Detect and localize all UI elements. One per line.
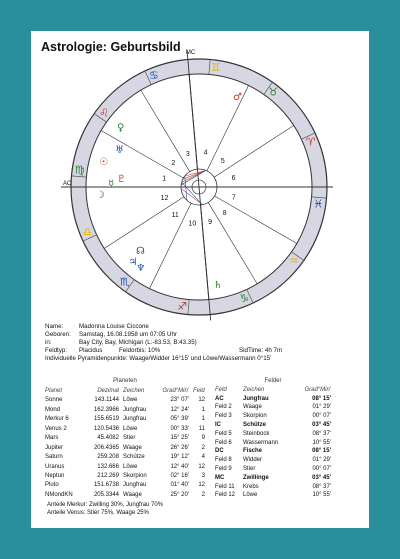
fields-table <box>213 377 333 500</box>
zodiac-sign-icon: ♈ <box>305 135 316 149</box>
fields-section-title: Felder <box>264 378 282 384</box>
field-cell: Widder <box>243 457 263 464</box>
planet-cell: 15° 25' <box>170 435 189 442</box>
planet-icon: ♃ <box>128 256 138 268</box>
field-cell: IC <box>215 421 221 428</box>
planet-cell: 259.208 <box>97 454 119 461</box>
field-cell: 08° 37' <box>312 483 331 490</box>
field-cell: Wassermann <box>243 439 279 446</box>
field-cell: Skorpion <box>243 413 267 420</box>
name-label: Name: <box>45 323 64 330</box>
house-number: 5 <box>220 158 225 166</box>
planets-col-header: Grad°Min' <box>162 387 189 394</box>
fieldtype-label: Feldtyp: <box>45 347 68 354</box>
born-value: Samstag, 16.08.1958 um 07:05 Uhr <box>79 331 178 338</box>
field-cell: 01° 29' <box>312 457 331 464</box>
field-cell: Zwillinge <box>243 474 269 481</box>
planet-cell: Venus 2 <box>45 425 67 432</box>
house-number: 9 <box>208 219 213 227</box>
field-row <box>213 439 333 448</box>
zodiac-sign-icon: ♒ <box>289 254 299 268</box>
field-cell: AC <box>215 395 224 402</box>
planet-row <box>43 472 207 481</box>
field-cell: 10° 55' <box>312 492 331 499</box>
field-row <box>213 474 333 483</box>
place-value: Bay City, Bay, Michigan (L:-83.53, B:43.35) <box>79 339 197 346</box>
planet-cell: 2 <box>201 491 205 498</box>
planet-cell: Jungfrau <box>123 482 147 489</box>
field-cell: Jungfrau <box>243 395 269 402</box>
planet-cell: Jungfrau <box>123 406 147 413</box>
field-cell: Waage <box>243 404 262 411</box>
planet-cell: Löwe <box>123 397 138 404</box>
planet-cell: 12 <box>198 397 205 404</box>
field-row <box>213 491 333 500</box>
field-cell: 08° 37' <box>312 430 331 437</box>
field-row <box>213 412 333 421</box>
planet-cell: 162.3966 <box>93 406 119 413</box>
field-cell: 00° 07' <box>312 465 331 472</box>
zodiac-sign-icon: ♊ <box>210 61 221 75</box>
planet-row <box>43 462 207 471</box>
planet-cell: NMondKN <box>45 491 73 498</box>
field-cell: Feld 5 <box>215 430 232 437</box>
planet-cell: 206.4365 <box>93 444 119 451</box>
house-number: 7 <box>231 194 236 202</box>
planets-section-title: Planeten <box>113 378 137 385</box>
planet-cell: Pluto <box>45 482 59 489</box>
planet-cell: Stier <box>123 435 136 442</box>
planet-icon: ♅ <box>115 145 125 157</box>
field-row <box>213 403 333 412</box>
field-cell: Löwe <box>243 492 258 499</box>
planet-cell: 9 <box>201 435 205 442</box>
planet-cell: 2 <box>201 444 205 451</box>
field-cell: 10° 55' <box>312 439 331 446</box>
zodiac-sign-icon: ♋ <box>148 68 159 82</box>
field-row <box>213 430 333 439</box>
planet-cell: Skorpion <box>123 473 147 480</box>
field-row <box>213 465 333 474</box>
footer-notes <box>47 501 163 517</box>
field-cell: Steinbock <box>243 430 270 437</box>
planet-cell: 155.6519 <box>93 416 119 423</box>
planet-cell: 11 <box>198 425 205 432</box>
field-cell: Feld 3 <box>215 413 232 420</box>
planets-col-header: Planet <box>45 387 63 394</box>
field-cell: Feld 2 <box>215 404 232 411</box>
zodiac-sign-icon: ♍ <box>74 163 85 177</box>
page-title: Astrologie: Geburtsbild <box>41 40 181 54</box>
planet-row <box>43 453 207 462</box>
zodiac-sign-icon: ♐ <box>177 299 188 313</box>
planet-icon: ☊ <box>135 245 145 257</box>
planet-cell: 00° 33' <box>170 425 189 432</box>
field-cell: Feld 8 <box>215 457 232 464</box>
born-label: Geboren: <box>45 331 71 338</box>
planet-cell: Jungfrau <box>123 416 147 423</box>
planet-icon: ☽ <box>95 190 105 202</box>
mc-label: MC <box>185 49 196 56</box>
house-number: 10 <box>188 220 197 228</box>
house-number: 11 <box>171 211 179 219</box>
zodiac-sign-icon: ♓ <box>313 197 324 211</box>
zodiac-sign-icon: ♑ <box>239 292 250 306</box>
field-cell: Fische <box>243 448 263 455</box>
house-number: 3 <box>185 150 190 158</box>
planet-row <box>43 481 207 490</box>
house-number: 4 <box>203 149 208 157</box>
fields-col-header: Feld <box>215 386 227 393</box>
planet-cell: Löwe <box>123 463 138 470</box>
planet-cell: 19° 12' <box>170 454 189 461</box>
planet-cell: Waage <box>123 491 142 498</box>
planet-cell: 45.4082 <box>97 435 119 442</box>
planet-icon: ☿ <box>108 179 115 191</box>
planet-cell: Mars <box>45 435 59 442</box>
planet-row <box>43 415 207 424</box>
planet-icon: ♀ <box>117 122 125 134</box>
planet-cell: 12 <box>198 463 205 470</box>
mercury-shares: Anteile Merkur: Zwilling 30%, Jungfrau 70% <box>47 502 164 508</box>
planet-cell: 12° 24' <box>170 406 189 413</box>
planet-cell: Waage <box>123 444 142 451</box>
fields-col-header: Zeichen <box>243 386 265 393</box>
planet-row <box>43 491 207 501</box>
house-number: 2 <box>171 159 176 167</box>
field-cell: 03° 45' <box>312 474 331 481</box>
field-row <box>213 395 333 404</box>
planet-icon: ♆ <box>136 263 146 275</box>
planet-cell: Jupiter <box>45 444 64 451</box>
planet-cell: 120.5436 <box>93 425 119 432</box>
ac-label: AC <box>63 181 72 187</box>
venus-shares: Anteile Venus: Stier 75%, Waage 25% <box>47 510 149 516</box>
planet-cell: Löwe <box>123 425 138 432</box>
field-cell: MC <box>215 474 225 481</box>
planet-cell: 1 <box>201 406 205 413</box>
planet-cell: 205.3344 <box>93 491 119 498</box>
field-cell: Feld 11 <box>215 483 235 490</box>
field-cell: Krebs <box>243 483 259 490</box>
zodiac-sign-icon: ♏ <box>119 275 130 289</box>
planet-cell: Merkur 6 <box>45 416 69 423</box>
orbis-value: Feldorbis: 10% <box>119 347 161 354</box>
planet-cell: 23° 07' <box>170 397 189 404</box>
planet-cell: 12 <box>198 482 205 489</box>
field-cell: 08° 15' <box>312 448 331 455</box>
planet-cell: 3 <box>201 473 205 480</box>
planet-cell: Sonne <box>45 397 63 404</box>
planet-row <box>43 434 207 443</box>
name-value: Madonna Louise Ciccone <box>79 323 149 330</box>
planets-table <box>43 377 207 500</box>
planet-icon: ♄ <box>213 280 223 292</box>
data-tables <box>43 377 333 500</box>
field-cell: 03° 45' <box>312 421 331 428</box>
pyramid-points: Individuelle Pyramidenpunkte: Waage/Widder 16°15' und Löwe/Wassermann 0°15' <box>45 355 272 362</box>
planet-cell: Neptun <box>45 473 65 480</box>
house-number: 8 <box>222 210 227 218</box>
planet-cell: 25° 20' <box>170 491 189 498</box>
planet-row <box>43 443 207 452</box>
field-cell: Feld 12 <box>215 492 236 499</box>
planet-cell: 4 <box>201 454 205 461</box>
planet-cell: 26° 26' <box>170 444 189 451</box>
planet-icon: ♂ <box>232 91 242 103</box>
field-cell: 01° 29' <box>312 404 331 411</box>
zodiac-sign-icon: ♉ <box>268 85 279 99</box>
fields-header-row <box>213 386 333 395</box>
planets-col-header: Feld <box>193 387 205 394</box>
place-label: in: <box>45 339 52 346</box>
house-number: 6 <box>231 174 236 182</box>
planet-icon: ☉ <box>98 157 108 169</box>
field-row <box>213 483 333 492</box>
planet-cell: 12° 40' <box>170 463 189 470</box>
sidtime-value: SidTime: 4h 7m <box>239 347 283 354</box>
zodiac-sign-icon: ♎ <box>82 225 93 239</box>
planet-cell: 143.1144 <box>94 397 119 404</box>
house-number: 12 <box>160 195 169 203</box>
planet-row <box>43 405 207 414</box>
planet-cell: 02° 16' <box>170 473 189 480</box>
planet-cell: 212.269 <box>97 473 119 480</box>
planets-col-header: Dezimal <box>97 387 119 394</box>
planet-cell: 1 <box>201 416 205 423</box>
field-cell: Schütze <box>243 421 267 428</box>
natal-chart-wheel <box>31 31 369 321</box>
planet-cell: 01° 40' <box>170 482 189 489</box>
zodiac-sign-icon: ♌ <box>99 106 109 120</box>
field-cell: Stier <box>243 465 256 472</box>
planets-col-header: Zeichen <box>123 387 145 394</box>
field-cell: 00° 07' <box>312 413 331 420</box>
planets-header-row <box>43 386 207 395</box>
planet-row <box>43 396 207 405</box>
planet-cell: 151.6738 <box>93 482 119 489</box>
house-number: 1 <box>162 175 167 183</box>
horoscope-card <box>31 31 369 528</box>
planet-icon: ♇ <box>117 174 126 186</box>
field-cell: 08° 15' <box>312 395 331 402</box>
field-cell: Feld 9 <box>215 465 232 472</box>
planet-cell: Saturn <box>45 454 63 461</box>
field-row <box>213 421 333 430</box>
birth-info <box>45 323 282 363</box>
field-row <box>213 456 333 465</box>
planet-cell: Uranus <box>45 463 65 470</box>
field-cell: DC <box>215 448 224 455</box>
planet-cell: Schütze <box>123 454 145 461</box>
planet-cell: 132.666 <box>97 463 119 470</box>
planet-cell: 05° 39' <box>170 416 189 423</box>
fields-col-header: Grad°Min' <box>304 386 331 393</box>
planet-cell: Mond <box>45 406 61 413</box>
field-row <box>213 447 333 456</box>
field-cell: Feld 6 <box>215 439 232 446</box>
planet-row <box>43 424 207 433</box>
fieldtype-value: Placidus <box>79 347 103 354</box>
